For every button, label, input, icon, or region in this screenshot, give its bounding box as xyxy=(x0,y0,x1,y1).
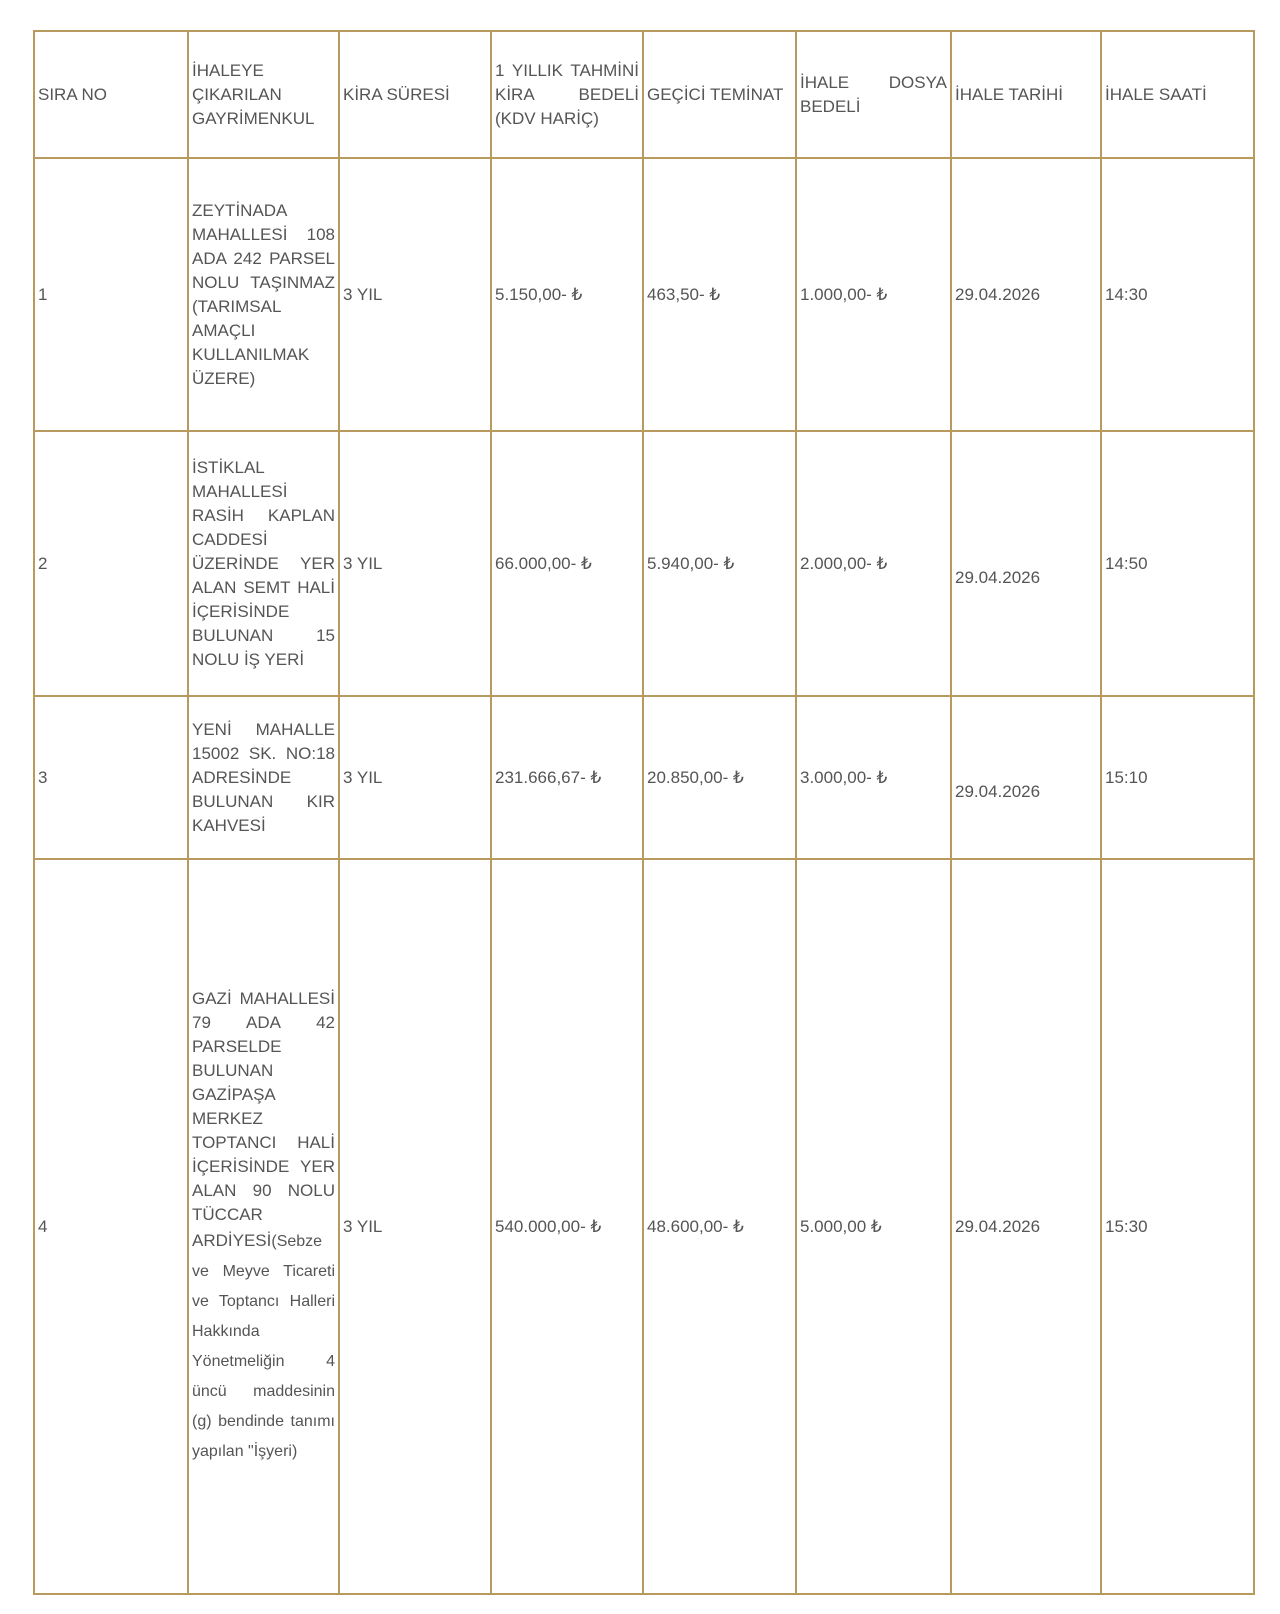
cell-gayrimenkul xyxy=(188,859,339,1594)
header-dosya-bedeli: İHALE DOSYA BEDELİ xyxy=(796,31,951,158)
cell-saat: 14:50 xyxy=(1101,431,1254,696)
header-kira-suresi: KİRA SÜRESİ xyxy=(339,31,491,158)
cell-tarih: 29.04.2026 xyxy=(951,158,1101,431)
header-sira-no: SIRA NO xyxy=(34,31,188,158)
cell-sira-no: 3 xyxy=(34,696,188,859)
cell-dosya-bedeli: 5.000,00 ₺ xyxy=(796,859,951,1594)
cell-sira-no: 1 xyxy=(34,158,188,431)
table-row xyxy=(34,859,1254,1594)
header-ihale-tarihi: İHALE TARİHİ xyxy=(951,31,1101,158)
cell-tarih: 29.04.2026 xyxy=(951,859,1101,1594)
header-gayrimenkul: İHALEYE ÇIKARILAN GAYRİMENKUL xyxy=(188,31,339,158)
cell-gecici-teminat: 20.850,00- ₺ xyxy=(643,696,796,859)
cell-saat: 15:30 xyxy=(1101,859,1254,1594)
cell-sira-no: 4 xyxy=(34,859,188,1594)
ihale-table xyxy=(33,30,1255,1595)
cell-kira-suresi: 3 YIL xyxy=(339,859,491,1594)
cell-kira-bedeli: 540.000,00- ₺ xyxy=(491,859,643,1594)
cell-dosya-bedeli: 2.000,00- ₺ xyxy=(796,431,951,696)
cell-gayrimenkul: ZEYTİNADA MAHALLESİ 108 ADA 242 PARSEL NOLU TAŞINMAZ (TARIMSAL AMAÇLI KULLANILMAK ÜZERE) xyxy=(188,158,339,431)
cell-kira-bedeli: 231.666,67- ₺ xyxy=(491,696,643,859)
cell-kira-suresi: 3 YIL xyxy=(339,431,491,696)
cell-gayrimenkul: YENİ MAHALLE 15002 SK. NO:18 ADRESİNDE BULUNAN KIR KAHVESİ xyxy=(188,696,339,859)
table-row xyxy=(34,158,1254,431)
cell-gecici-teminat: 463,50- ₺ xyxy=(643,158,796,431)
cell-kira-bedeli: 5.150,00- ₺ xyxy=(491,158,643,431)
header-ihale-saati: İHALE SAATİ xyxy=(1101,31,1254,158)
table-row xyxy=(34,696,1254,859)
cell-tarih: 29.04.2026 xyxy=(951,431,1101,696)
cell-tarih: 29.04.2026 xyxy=(951,696,1101,859)
cell-kira-suresi: 3 YIL xyxy=(339,696,491,859)
cell-sira-no: 2 xyxy=(34,431,188,696)
table-row xyxy=(34,431,1254,696)
cell-gayrimenkul-detail: (Sebze ve Meyve Ticareti ve Toptancı Halleri Hakkında Yönetmeliğin 4 üncü maddesinin (g) bendinde tanımı yapılan "İşyeri) xyxy=(192,1232,335,1460)
cell-kira-suresi: 3 YIL xyxy=(339,158,491,431)
cell-gayrimenkul-main: GAZİ MAHALLESİ 79 ADA 42 PARSELDE BULUNAN GAZİPAŞA MERKEZ TOPTANCI HALİ İÇERİSİNDE YER ALAN 90 NOLU TÜCCAR ARDİYESİ xyxy=(192,988,335,1250)
cell-dosya-bedeli: 3.000,00- ₺ xyxy=(796,696,951,859)
header-gecici-teminat: GEÇİCİ TEMİNAT xyxy=(643,31,796,158)
cell-saat: 14:30 xyxy=(1101,158,1254,431)
cell-kira-bedeli: 66.000,00- ₺ xyxy=(491,431,643,696)
header-kira-bedeli: 1 YILLIK TAHMİNİ KİRA BEDELİ (KDV HARİÇ) xyxy=(491,31,643,158)
cell-dosya-bedeli: 1.000,00- ₺ xyxy=(796,158,951,431)
cell-gecici-teminat: 48.600,00- ₺ xyxy=(643,859,796,1594)
cell-gecici-teminat: 5.940,00- ₺ xyxy=(643,431,796,696)
cell-gayrimenkul: İSTİKLAL MAHALLESİ RASİH KAPLAN CADDESİ ÜZERİNDE YER ALAN SEMT HALİ İÇERİSİNDE BULUNAN 15 NOLU İŞ YERİ xyxy=(188,431,339,696)
table-header-row xyxy=(34,31,1254,158)
cell-saat: 15:10 xyxy=(1101,696,1254,859)
